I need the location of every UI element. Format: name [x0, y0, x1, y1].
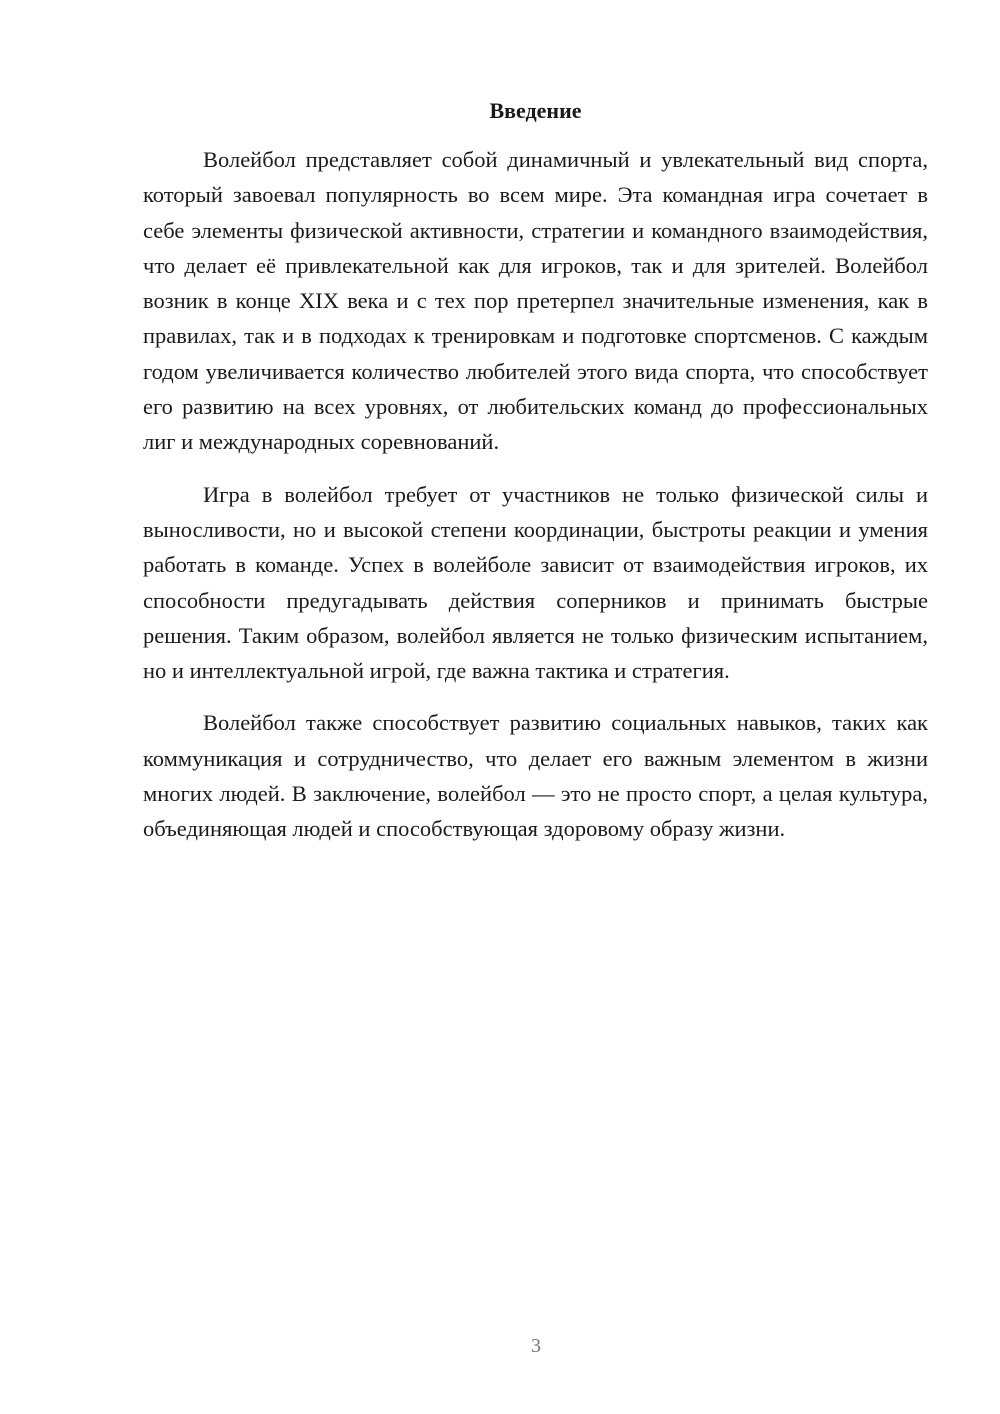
body-text [143, 142, 928, 864]
paragraph-1: Волейбол представляет собой динамичный и увлекательный вид спорта, который завоевал популярность во всем мире. Эта командная игра сочетает в себе элементы физической активности, стратегии и командного взаимодействия, что делает её привлекательной как для игроков, так и для зрителей. Волейбол возник в конце XIX века и с тех пор претерпел значительные изменения, как в правилах, так и в подходах к тренировкам и подготовке спортсменов. С каждым годом увеличивается количество любителей этого вида спорта, что способствует его развитию на всех уровнях, от любительских команд до профессиональных лиг и международных соревнований. [143, 147, 928, 455]
page-number: 3 [531, 1335, 541, 1357]
paragraph-3: Волейбол также способствует развитию социальных навыков, таких как коммуникация и сотрудничество, что делает его важным элементом в жизни многих людей. В заключение, волейбол — это не просто спорт, а целая культура, объединяющая людей и способствующая здоровому образу жизни. [143, 710, 928, 842]
section-heading: Введение [489, 98, 582, 123]
paragraph-2: Игра в волейбол требует от участников не только физической силы и выносливости, но и высокой степени координации, быстроты реакции и умения работать в команде. Успех в волейболе зависит от взаимодействия игроков, их способности предугадывать действия соперников и принимать быстрые решения. Таким образом, волейбол является не только физическим испытанием, но и интеллектуальной игрой, где важна тактика и стратегия. [143, 481, 928, 684]
